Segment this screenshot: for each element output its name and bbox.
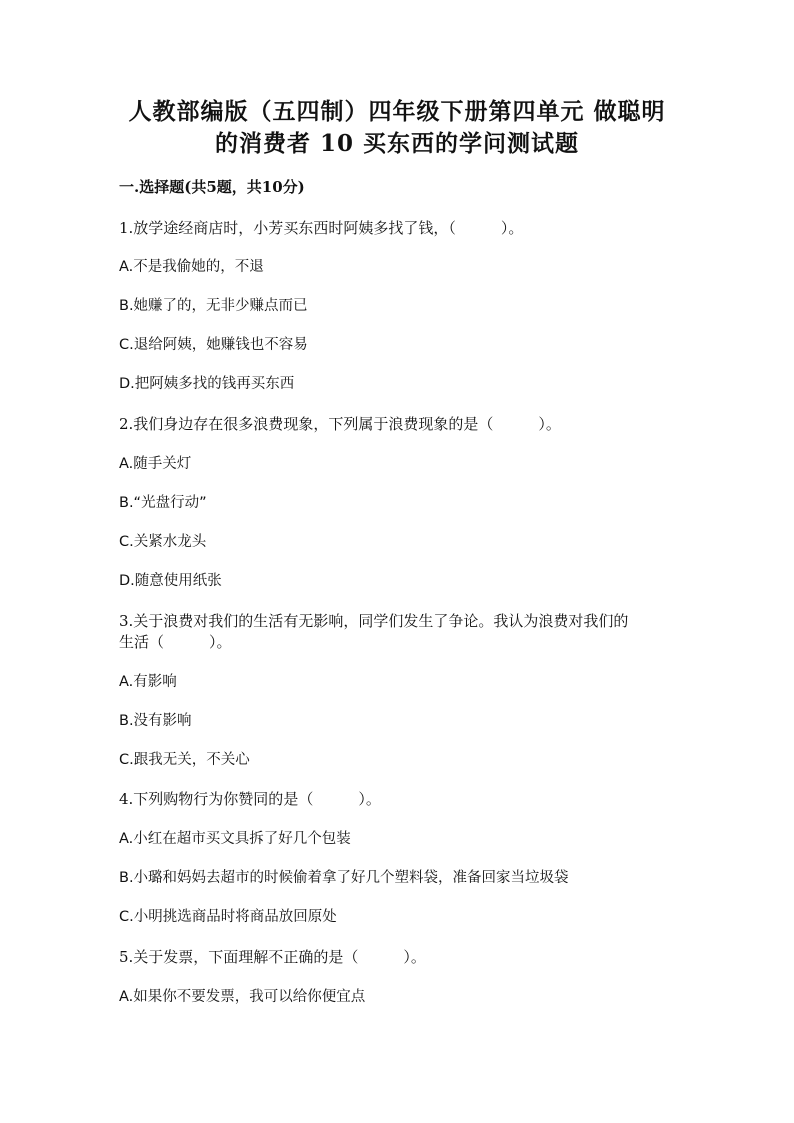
question-3-option-c: C.跟我无关，不关心	[119, 752, 250, 768]
question-4-option-c: C.小明挑选商品时将商品放回原处	[119, 909, 337, 925]
question-5-option-a: A.如果你不要发票，我可以给你便宜点	[119, 989, 366, 1005]
question-3-stem-line-2: 生活（ ）。	[119, 633, 232, 651]
question-1-option-b: B.她赚了的，无非少赚点而已	[119, 298, 308, 314]
question-2-option-a: A.随手关灯	[119, 456, 192, 472]
page-title-line-2: 的消费者 10 买东西的学问测试题	[214, 130, 580, 157]
question-4-option-a: A.小红在超市买文具拆了好几个包装	[119, 831, 351, 847]
question-1-option-d: D.把阿姨多找的钱再买东西	[119, 376, 295, 392]
question-3-option-a: A.有影响	[119, 674, 177, 690]
question-3-stem-line-1: 3.关于浪费对我们的生活有无影响，同学们发生了争论。我认为浪费对我们的	[119, 612, 629, 630]
question-5-stem: 5.关于发票，下面理解不正确的是（ ）。	[119, 948, 426, 966]
question-2-option-c: C.关紧水龙头	[119, 534, 207, 550]
page-title-line-1: 人教部编版（五四制）四年级下册第四单元 做聪明	[128, 98, 666, 125]
question-1-option-c: C.退给阿姨，她赚钱也不容易	[119, 337, 308, 353]
question-3-option-b: B.没有影响	[119, 713, 192, 729]
question-2-option-d: D.随意使用纸张	[119, 573, 222, 589]
question-1-stem: 1.放学途经商店时，小芳买东西时阿姨多找了钱，（ ）。	[119, 219, 524, 237]
question-4-stem: 4.下列购物行为你赞同的是（ ）。	[119, 790, 381, 808]
question-4-option-b: B.小璐和妈妈去超市的时候偷着拿了好几个塑料袋，准备回家当垃圾袋	[119, 870, 569, 886]
question-1-option-a: A.不是我偷她的，不退	[119, 259, 264, 275]
section-heading: 一.选择题(共5题，共10分)	[119, 178, 305, 196]
question-2-stem: 2.我们身边存在很多浪费现象，下列属于浪费现象的是（ ）。	[119, 415, 561, 433]
question-2-option-b: B.“光盘行动”	[119, 495, 207, 511]
